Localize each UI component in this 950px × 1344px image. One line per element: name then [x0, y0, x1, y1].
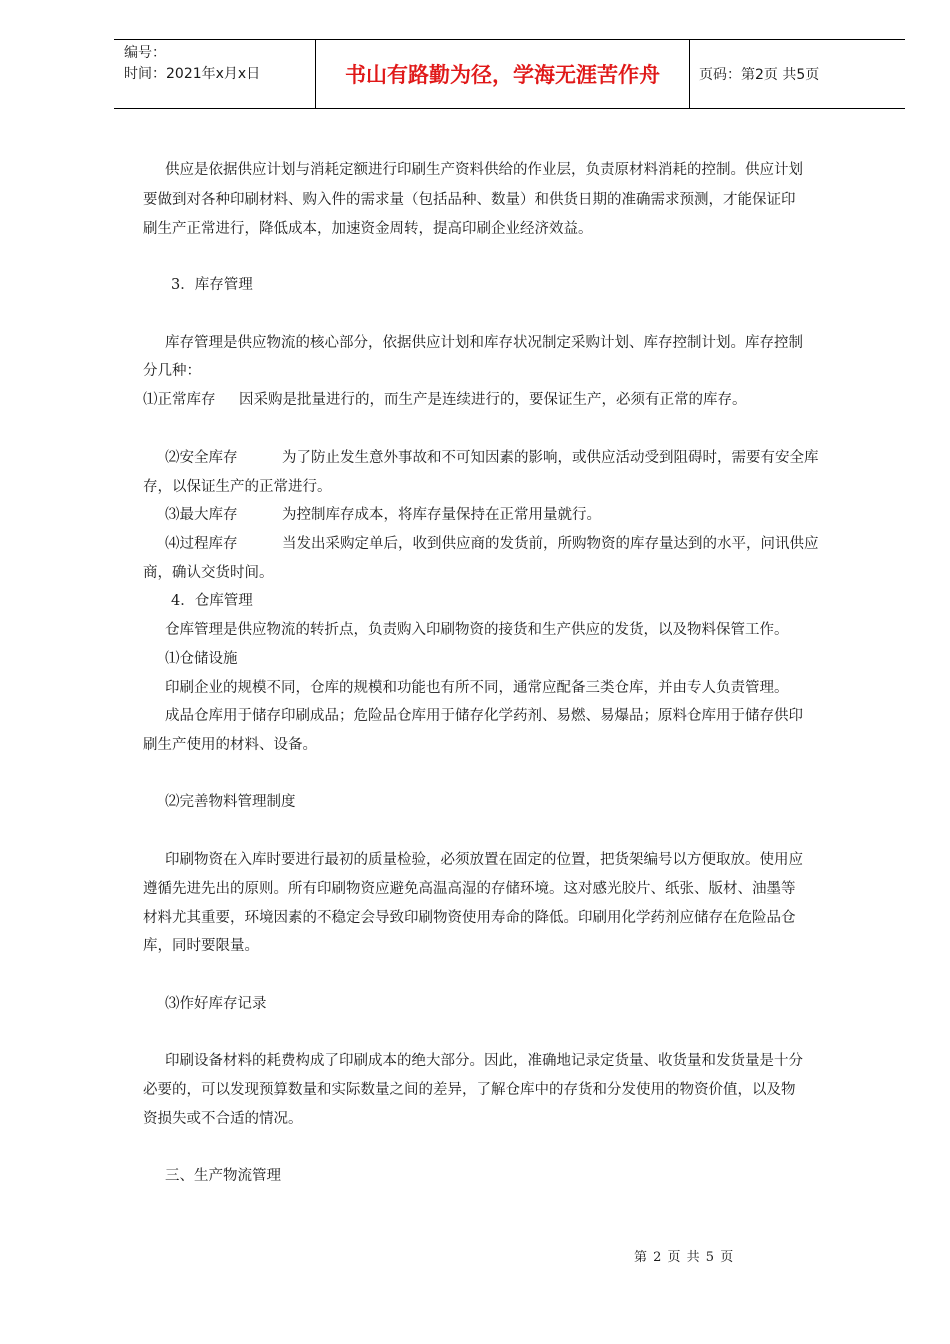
paragraph-line: 必要的，可以发现预算数量和实际数量之间的差异，了解仓库中的存货和分发使用的物资价值，以及物: [143, 1082, 796, 1098]
list-item-text: 为控制库存成本，将库存量保持在正常用量就行。: [282, 507, 601, 523]
paragraph-line: 遵循先进先出的原则。所有印刷物资应避免高温高湿的存储环境。这对感光胶片、纸张、版材、油墨等: [143, 881, 796, 897]
paragraph-line: 存，以保证生产的正常进行。: [143, 479, 332, 495]
paragraph-line: 刷生产使用的材料、设备。: [143, 737, 317, 753]
list-item-term: ⑴正常库存: [143, 392, 216, 408]
paragraph-line: 印刷物资在入库时要进行最初的质量检验，必须放置在固定的位置，把货架编号以方便取放。使用应: [165, 852, 803, 868]
paragraph-line: 库存管理是供应物流的核心部分，依据供应计划和库存状况制定采购计划、库存控制计划。库存控制: [165, 335, 803, 351]
header-meta: [114, 40, 316, 108]
subsection-heading: ⑶作好库存记录: [165, 996, 267, 1012]
header-motto: 书山有路勤为径，学海无涯苦作舟: [316, 40, 690, 108]
paragraph-line: 分几种：: [143, 363, 201, 379]
subsection-heading: ⑵完善物料管理制度: [165, 794, 296, 810]
header-page-info: 页码：第2页 共5页: [699, 67, 820, 83]
paragraph-line: 商，确认交货时间。: [143, 565, 274, 581]
page-header: [114, 39, 905, 109]
list-item: [143, 390, 747, 410]
document-number-label: 编号：: [124, 45, 166, 61]
paragraph-line: 资损失或不合适的情况。: [143, 1111, 303, 1127]
list-item-term: ⑷过程库存: [165, 536, 238, 552]
paragraph-line: 仓库管理是供应物流的转折点，负责购入印刷物资的接货和生产供应的发货，以及物料保管工作。: [165, 622, 789, 638]
section-heading: 3．库存管理: [171, 277, 253, 293]
section-heading: 4．仓库管理: [171, 593, 253, 609]
paragraph-line: 库，同时要限量。: [143, 938, 259, 954]
page-footer: 第 2 页 共 5 页: [634, 1250, 735, 1265]
paragraph-line: 材料尤其重要，环境因素的不稳定会导致印刷物资使用寿命的降低。印刷用化学药剂应储存在危险品仓: [143, 910, 796, 926]
paragraph-line: 成品仓库用于储存印刷成品；危险品仓库用于储存化学药剂、易燃、易爆品；原料仓库用于储存供印: [165, 708, 803, 724]
list-item: [165, 534, 819, 554]
list-item-text: 因采购是批量进行的，而生产是连续进行的，要保证生产，必须有正常的库存。: [239, 392, 747, 408]
paragraph-line: 印刷企业的规模不同，仓库的规模和功能也有所不同，通常应配备三类仓库，并由专人负责管理。: [165, 680, 789, 696]
list-item-text: 为了防止发生意外事故和不可知因素的影响，或供应活动受到阻碍时，需要有安全库: [282, 450, 819, 466]
list-item-text: 当发出采购定单后，收到供应商的发货前，所购物资的库存量达到的水平，问讯供应: [282, 536, 819, 552]
list-item: [165, 448, 819, 468]
list-item-term: ⑵安全库存: [165, 450, 238, 466]
paragraph-line: 要做到对各种印刷材料、购入件的需求量（包括品种、数量）和供货日期的准确需求预测，才能保证印: [143, 192, 796, 208]
document-time-label: 时间：2021年x月x日: [124, 66, 261, 82]
paragraph-line: 印刷设备材料的耗费构成了印刷成本的绝大部分。因此，准确地记录定货量、收货量和发货量是十分: [165, 1053, 803, 1069]
list-item-term: ⑶最大库存: [165, 507, 238, 523]
paragraph-line: 刷生产正常进行，降低成本，加速资金周转，提高印刷企业经济效益。: [143, 221, 593, 237]
paragraph-line: 供应是依据供应计划与消耗定额进行印刷生产资料供给的作业层，负责原材料消耗的控制。供应计划: [165, 162, 803, 178]
list-item: [165, 505, 601, 525]
subsection-heading: ⑴仓储设施: [165, 651, 238, 667]
section-heading: 三、生产物流管理: [165, 1168, 281, 1184]
